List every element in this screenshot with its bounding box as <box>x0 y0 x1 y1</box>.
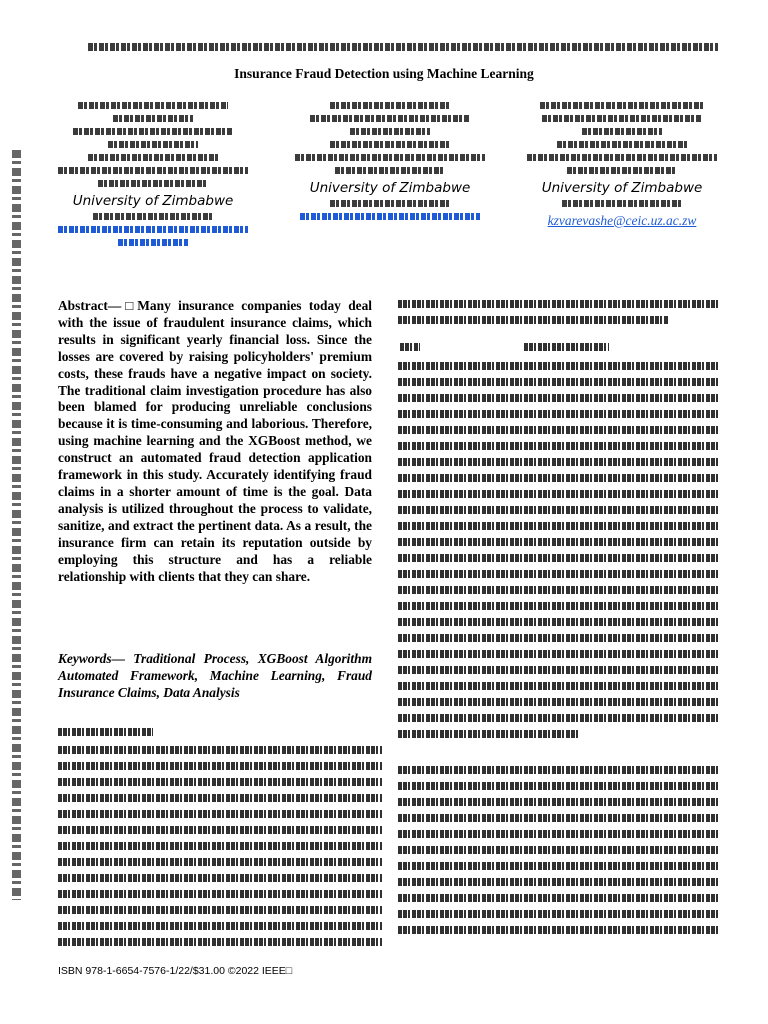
author-1-email-link[interactable] <box>58 226 248 233</box>
author-block-3 <box>507 98 737 229</box>
right-section-heading-garbled <box>400 343 720 352</box>
section-heading-garbled <box>58 728 372 738</box>
conference-header-garbled <box>88 43 718 51</box>
author-2-email-link[interactable] <box>300 213 480 220</box>
footer-isbn: ISBN 978-1-6654-7576-1/22/$31.00 ©2022 IEEE□ <box>58 965 293 977</box>
paper-title: Insurance Fraud Detection using Machine Learning <box>234 66 534 81</box>
arxiv-side-margin <box>12 150 21 900</box>
author-3-email-link[interactable]: kzvarevashe@ceic.uz.ac.zw <box>547 213 697 228</box>
keywords: Keywords— Traditional Process, XGBoost Algorithm Automated Framework, Machine Learning, Fraud Insurance Claims, Data Analysis <box>58 651 372 700</box>
author-1-university: University of Zimbabwe <box>72 193 234 209</box>
right-column-body-1-garbled <box>398 362 720 746</box>
abstract: Abstract—□Many insurance companies today deal with the issue of fraudulent insurance claims, which results in significant yearly financial loss. Since the losses are covered by raising policyholders' premium costs, these frauds have a negative impact on society. The traditional claim investigation procedure has also been blamed for producing unreliable conclusions because it is time-consuming and laborious. Therefore, using machine learning and the XGBoost method, we construct an automated fraud detection application framework in this study. Accurately identifying fraud claims in a shorter amount of time is the goal. Data analysis is utilized throughout the process to validate, sanitize, and extract the pertinent data. As a result, the insurance firm can retain its reputation outside by employing this structure and has a reliable relationship with clients that they can share. <box>58 298 372 584</box>
author-block-1 <box>38 98 268 252</box>
left-column-body-garbled <box>58 746 382 954</box>
author-3-university: University of Zimbabwe <box>541 180 703 196</box>
author-block-2 <box>275 98 505 226</box>
right-column-body-2-garbled <box>398 766 720 942</box>
author-2-university: University of Zimbabwe <box>309 180 471 196</box>
right-column-top-garbled <box>398 300 720 332</box>
